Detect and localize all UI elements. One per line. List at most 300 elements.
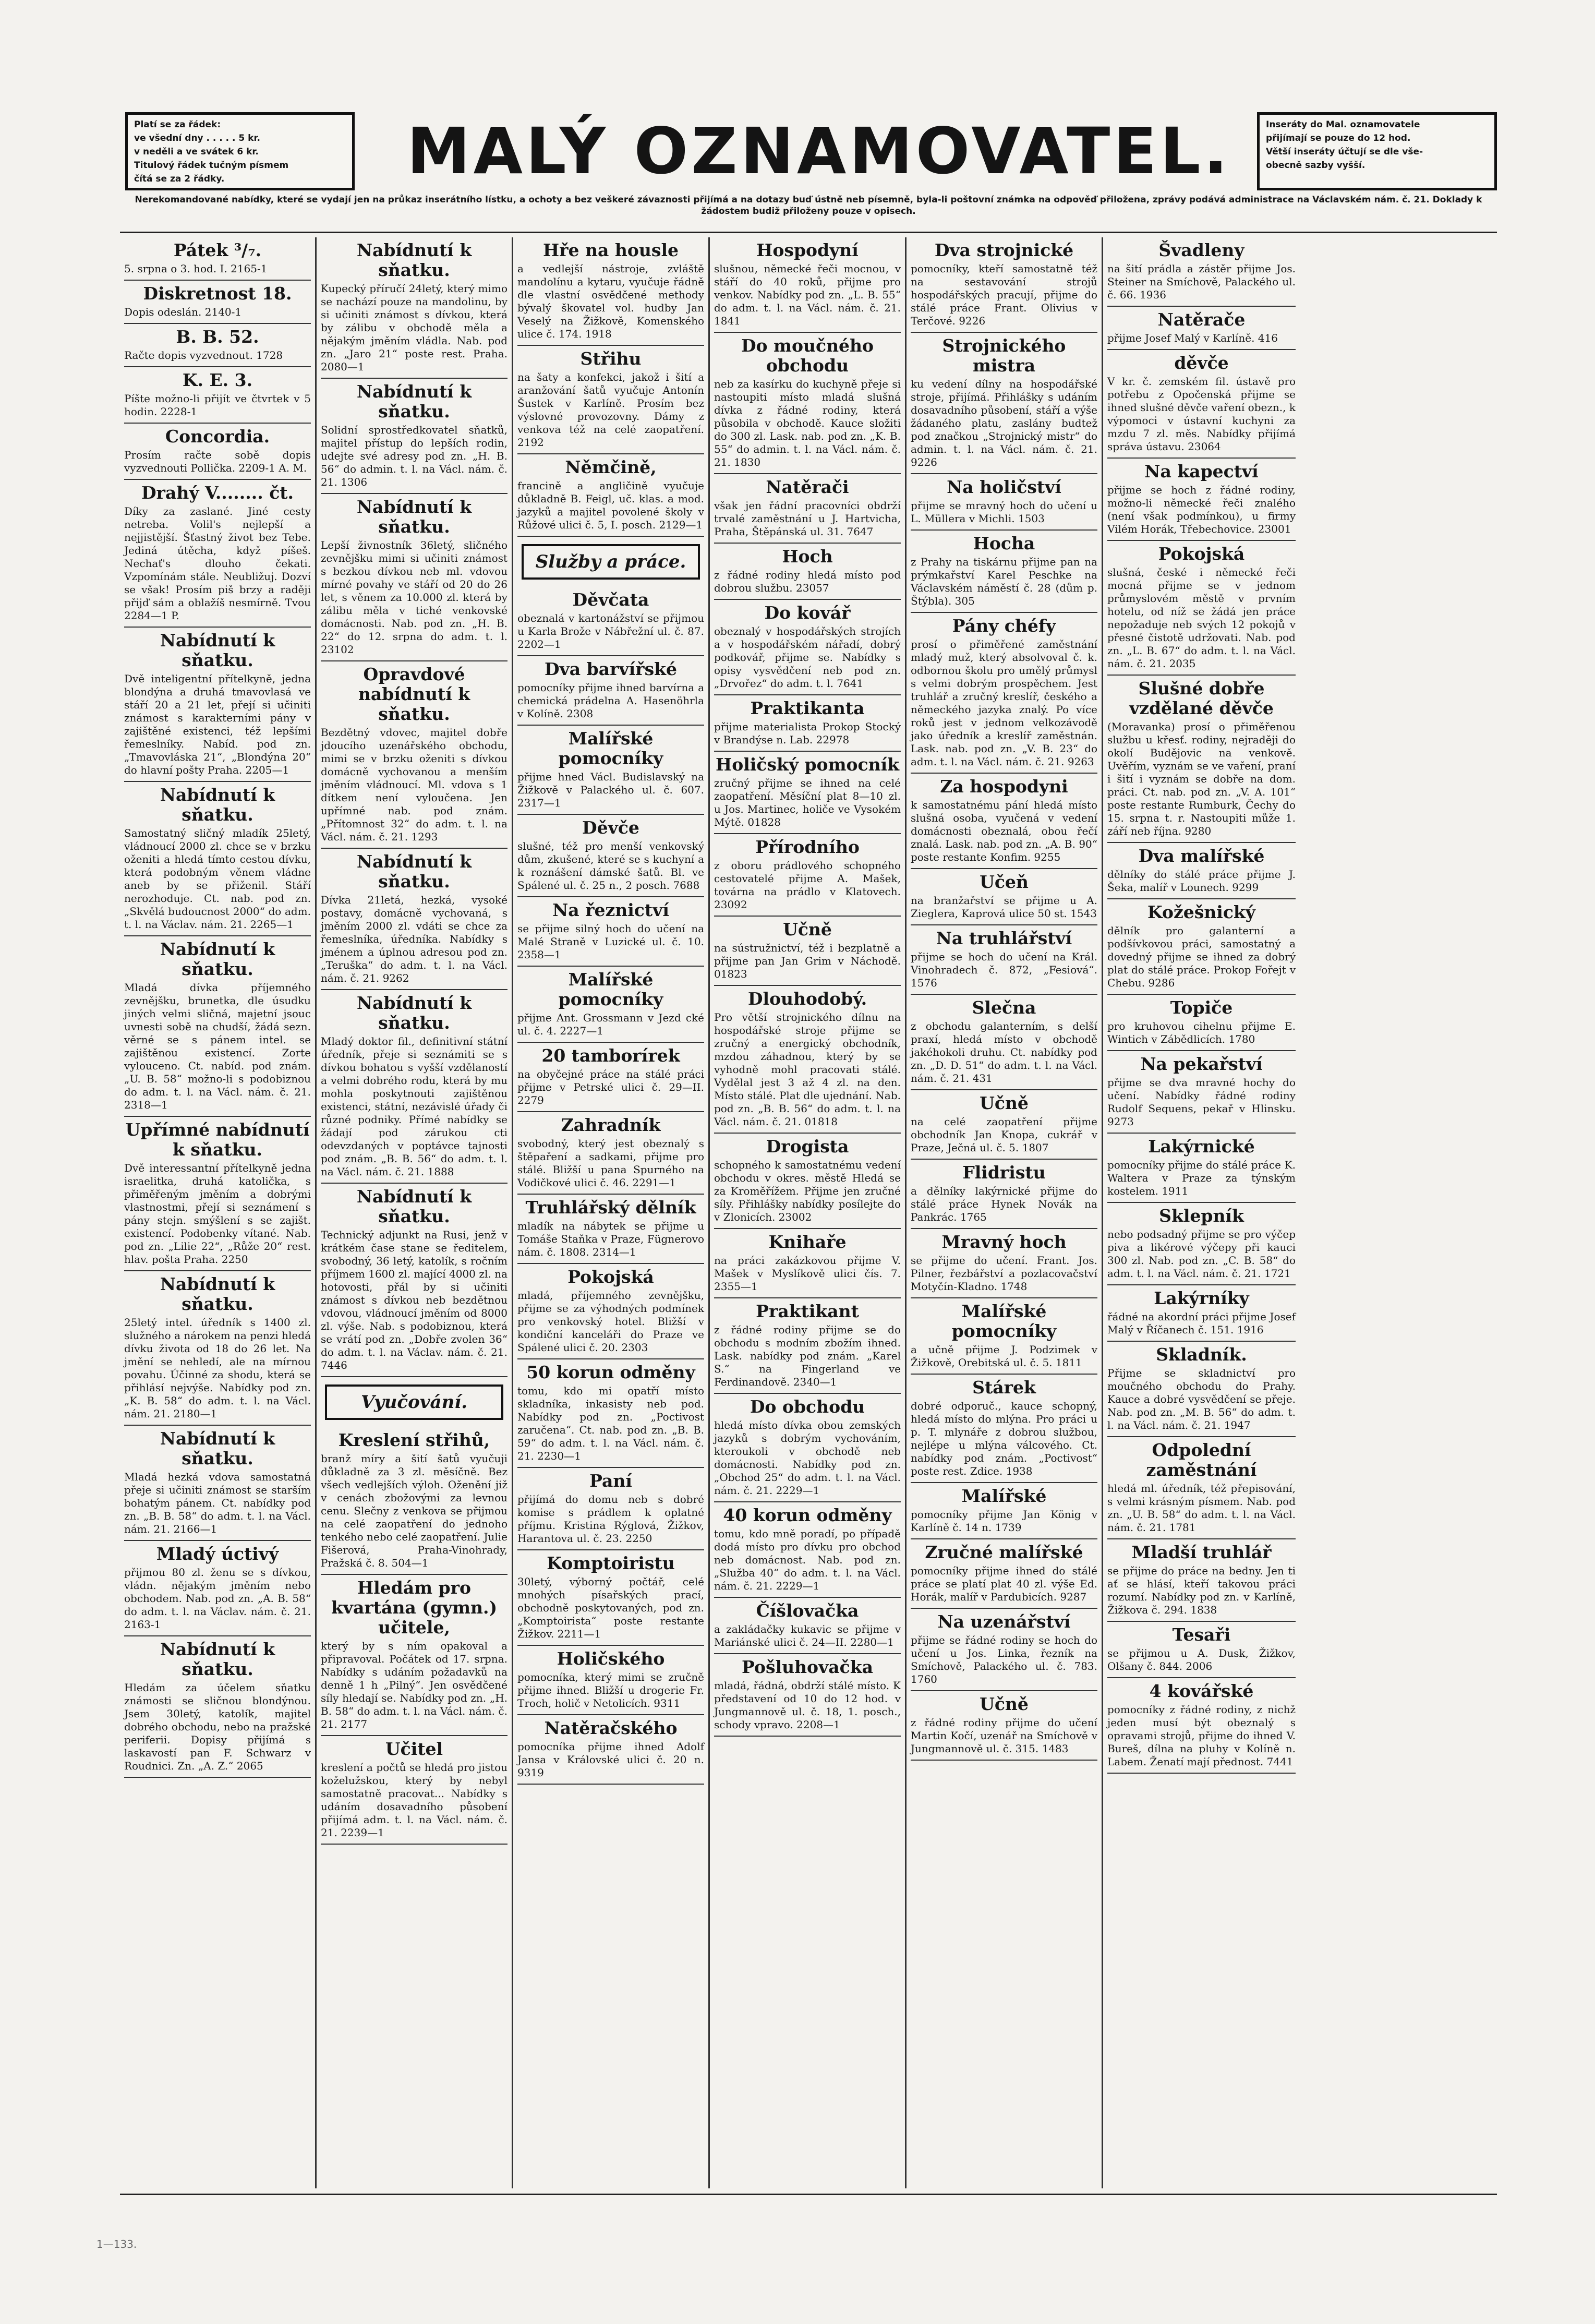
ad-text: Dvě inteligentní přítelkyně, jedna blondýna a druhá tmavovlasá ve stáří 20 a 21 let, přejí si učiniti známost s karakterními pány v zajištěné existenci, též lepšími řemeslníky. Nabíd. pod zn. „Tmavovláska 21“, „Blondýna 20“ do hlavní pošty Praha. 2205—1: [124, 672, 311, 776]
ad-text: tomu, kdo mně poradí, po případě dodá místo pro dívku pro obchod neb domácnost. Nab. pod zn. „Služba 40“ do adm. t. l. na Václ. nám. č. 21. 2229—1: [714, 1527, 901, 1592]
ad-heading: B. B. 52.: [176, 327, 259, 347]
ad-text: branž míry a šití šatů vyučuji důkladně za 3 zl. měsíčně. Bez všech vedlejších výloh. Oženění již v cenách zbožovými za levnou cenu. Slečny z venkova se přijmou na celé zaopatření do jednoho tenkého nebo celé zaopatření. Julie Fišerová, Praha-Vinohrady, Pražská č. 8. 504—1: [321, 1452, 508, 1569]
ad-heading: Na řeznictví: [552, 900, 669, 920]
classified-ad: [1107, 1539, 1296, 1622]
classified-ad: [1107, 1437, 1296, 1539]
ad-heading: Mladý úctivý: [156, 1544, 279, 1564]
classified-ad: [714, 1229, 901, 1298]
classified-ad: [911, 1609, 1097, 1691]
ad-heading: Malířské pomocníky: [951, 1301, 1057, 1341]
ad-heading: 50 korun odměny: [526, 1362, 695, 1382]
ad-text: se přijme silný hoch do učení na Malé Straně v Luzické ul. č. 10. 2358—1: [517, 922, 704, 961]
ad-text: Dívka 21letá, hezká, vysoké postavy, domácně vychovaná, s jměním 2000 zl. vdáti se chce za řemeslníka, úředníka. Nabídky s jménem a úplnou adresou pod zn. „Teruška“ do adm. t. l. na Václ. nám. č. 21. 9262: [321, 894, 508, 984]
ad-heading: Pány chéfy: [952, 616, 1056, 636]
ad-text: přijme materialista Prokop Stocký v Brandýse n. Lab. 22978: [714, 720, 901, 746]
classified-ad: [517, 587, 704, 656]
ad-column: [907, 237, 1103, 2188]
ad-text: Mladý doktor fil., definitivní státní úředník, přeje si seznámiti se s dívkou bohatou s vyšší vzdělaností a velmi dobrého rodu, která by mu mohla poskytnouti zajištěnou existenci, státní, nezávislé úřady či různé podniky. Přímé nabídky se žádají pod zárukou cti odevzdaných v poptávce tajnosti pod znám. „B. B. 56“ do adm. t. l. na Václ. nám. č. 21. 1888: [321, 1035, 508, 1178]
ad-text: z Prahy na tiskárnu přijme pan na prýmkařství Karel Peschke na Václavském náměstí č. 28 (dům p. Štýbla). 305: [911, 556, 1097, 607]
ad-text: Račte dopis vyzvednout. 1728: [124, 349, 283, 362]
ad-text: hledá místo dívka obou zemských jazyků s dobrým vychováním, kteroukoli v obchodě neb domácnosti. Nabídky pod zn. „Obchod 25“ do adm. t. l. na Václ. nám. č. 21. 2229—1: [714, 1419, 901, 1497]
ad-heading: Lakýrnické: [1148, 1136, 1255, 1157]
ad-text: z obchodu galanterním, s delší praxí, hledá místo v obchodě jakéhokoli druhu. Ct. nabídky pod zn. „D. D. 51“ do adm. t. l. na Václ. nám. č. 21. 431: [911, 1020, 1097, 1085]
ad-text: Píšte možno-li přijít ve čtvrtek v 5 hodin. 2228-1: [124, 392, 311, 418]
classified-ad: [517, 656, 704, 726]
ad-heading: Opravdové nabídnutí k sňatku.: [358, 664, 470, 724]
classified-ad: [517, 237, 704, 346]
ad-heading: Flidristu: [962, 1162, 1046, 1183]
ad-heading: Slušné dobře vzdělané děvče: [1129, 678, 1274, 718]
ad-heading: děvče: [1174, 353, 1229, 373]
classified-ad: [517, 1550, 704, 1646]
ad-text: přijme hned Václ. Budislavský na Žižkově v Palackého ul. č. 607. 2317—1: [517, 770, 704, 809]
classified-ad: [1107, 1134, 1296, 1203]
classified-ad: [124, 324, 311, 367]
ad-text: pomocníka, který mimi se zručně přijme ihned. Bližší u drogerie Fr. Troch, holič v Netolicích. 9311: [517, 1671, 704, 1709]
classified-ad: [911, 613, 1097, 774]
ad-heading: Zručné malířské: [925, 1542, 1083, 1562]
ad-heading: Praktikanta: [750, 698, 865, 718]
ad-column: [317, 237, 513, 2188]
ad-heading: Do moučného obchodu: [741, 335, 874, 376]
ad-text: na šití prádla a zástěr přijme Jos. Steiner na Smíchově, Palackého ul. č. 66. 1936: [1107, 262, 1296, 301]
ad-heading: Holičského: [557, 1648, 665, 1669]
classified-ad: [911, 1160, 1097, 1229]
ad-heading: 40 korun odměny: [723, 1505, 892, 1525]
ad-heading: Diskretnost 18.: [143, 283, 292, 304]
ad-heading: Na uzenářství: [937, 1611, 1071, 1632]
pricing-line: Platí se za řádek:: [134, 119, 221, 130]
ad-heading: Concordia.: [165, 426, 270, 447]
ad-text: na obyčejné práce na stálé práci přijme v Petrské ulici č. 29—II. 2279: [517, 1068, 704, 1106]
classified-ad: [321, 849, 508, 990]
ad-text: přijme se hoch do učení na Král. Vinohradech č. 872, „Fesiová“. 1576: [911, 950, 1097, 989]
ad-heading: Pokojská: [1158, 544, 1245, 564]
ad-text: tomu, kdo mi opatří místo skladníka, inkasisty neb pod. Nabídky pod zn. „Poctivost zaručena“. Ct. nab. pod zn. „B. B. 59“ do adm. t. l. na Václ. nám. č. 21. 2230—1: [517, 1384, 704, 1462]
ad-heading: Děvče: [582, 817, 639, 838]
classified-ad: [124, 424, 311, 480]
ad-text: 5. srpna o 3. hod. I. 2165-1: [124, 262, 268, 275]
ad-heading: Strojnického mistra: [942, 335, 1066, 376]
ad-heading: Nabídnutí k sňatku.: [160, 1639, 275, 1679]
classified-ad: [517, 1359, 704, 1468]
ad-text: Hledám za účelem sňatku známosti se sličnou blondýnou. Jsem 30letý, katolík, majitel dobrého obchodu, nebo na pražské periferii. Dopisy přijímá s laskavostí pan F. Schwarz v Roudnici. Zn. „A. Z.“ 2065: [124, 1681, 311, 1772]
ad-text: Mladá dívka příjemného zevnějšku, brunetka, dle úsudku jiných velmi sličná, majetní jsouc uvnesti sobě na chudší, žádá sezn. věrné se s pánem intel. se zajištěnou existencí. Zorte vylouceno. Ct. nabíd. pod znám. „U. B. 58“ možno-li s podobiznou do adm. t. l. na Václ. nám. č. 21. 2318—1: [124, 981, 311, 1111]
ad-text: pomocníky přijme Jan König v Karlíně č. 14 n. 1739: [911, 1508, 1097, 1534]
ad-text: dobré odporuč., kauce schopný, hledá místo do mlýna. Pro práci u p. T. mlynáře z dobrou službou, nejlépe u mlýna válcového. Ct. nabídky pod znám. „Poctivost“ poste rest. Zdice. 1938: [911, 1400, 1097, 1477]
ad-heading: Nabídnutí k sňatku.: [160, 1274, 275, 1314]
ad-text: 25letý intel. úředník s 1400 zl. služného a nárokem na penzi hledá dívku života od 18 do 26 let. Na jmění se nehledí, ale na mírnou povahu. Účinné za shodu, která se přihlásí nejvýše. Nabídky pod zn. „K. B. 58“ do adm. t. l. na Václ. nám. 21. 2180—1: [124, 1316, 311, 1420]
ad-text: Bezdětný vdovec, majitel dobře jdoucího uzenářského obchodu, mimi se v brzku oženiti s dívkou domácně vychovanou a menším jměním vládnoucí. Ml. vdova s 1 dítkem není vyloučena. Jen upřímné nab. pod znám. „Přítomnost 32“ do adm. t. l. na Václ. nám. č. 21. 1293: [321, 726, 508, 843]
ads-columns: [120, 237, 1497, 2188]
ad-heading: Truhlářský dělník: [525, 1197, 696, 1218]
ad-heading: Na pekařství: [1140, 1054, 1263, 1074]
ad-heading: Učně: [980, 1093, 1029, 1113]
ad-text: obeznalá v kartonážství se přijmou u Karla Brože v Nábřežní ul. č. 87. 2202—1: [517, 612, 704, 651]
ad-text: z řádné rodiny přijme se do obchodu s modním zbožím ihned. Lask. nabídky pod znám. „Karel S.“ na Fingerland ve Ferdinandově. 2340—1: [714, 1323, 901, 1388]
classified-ad: [714, 544, 901, 600]
ad-text: který by s ním opakoval a připravoval. Počátek od 17. srpna. Nabídky s udáním požadavků na denně 1 h „Pilný“. Jen osvědčené síly hledají se. Nabídky pod zn. „H. B. 58“ do adm. t. l. na Václ. nám. č. 21. 2177: [321, 1640, 508, 1730]
classified-ad: [911, 1229, 1097, 1298]
ad-text: nebo podsadný přijme se pro výčep piva a likérové výčepy při kauci 300 zl. Nab. pod zn. „C. B. 58“ do adm. t. l. na Václ. nám. č. 21. 1721: [1107, 1228, 1296, 1280]
classified-ad: [911, 1483, 1097, 1539]
pricing-line: ve všední dny . . . . . 5 kr.: [134, 133, 260, 143]
ad-heading: Učeň: [980, 872, 1029, 892]
page-title: MALÝ OZNAMOVATEL.: [407, 114, 1231, 188]
ad-heading: Mravný hoch: [941, 1232, 1067, 1252]
ad-heading: Na holičství: [947, 477, 1061, 497]
ad-column: [710, 237, 907, 2188]
ad-text: prosí o přiměřené zaměstnání mladý muž, který absolvoval č. k. odbornou školu pro umělý průmysl s velmi dobrým prospěchem. Jest truhlář a zručný kreslíř, českého a německého jazyka znalý. Po více roků jest v jednom velkozávodě jako úředník a kreslíř zaměstnán. Lask. nab. pod zn. „V. B. 23“ do adm. t. l. na Václ. nám. č. 21. 9263: [911, 638, 1097, 768]
ad-text: k samostatnému pání hledá místo slušná osoba, vyučená v vedení domácnosti obeznalá, obou řečí znalá. Lask. nab. pod zn. „A. B. 90“ poste restante Konfim. 9255: [911, 799, 1097, 863]
classified-ad: [124, 936, 311, 1117]
ad-text: Dopis odeslán. 2140-1: [124, 306, 242, 318]
ad-heading: Kožešnický: [1147, 902, 1255, 922]
notice-text: Nerekomandované nabídky, které se vydají jen na průkaz inserátního lístku, a ochoty a bez veškeré závaznosti přijímá a na dotazy buď ústně neb písemně, byla-li poštovní známka na odpověď přiložena, zprávy podává administrace na Václavském nám. č. 21. Doklady k žádostem budiž přiloženy pouze v opisech.: [135, 195, 1482, 216]
ad-text: na sústružnictví, též i bezplatně a přijme pan Jan Grim v Náchodě. 01823: [714, 942, 901, 980]
ad-heading: Na truhlářství: [936, 928, 1072, 948]
classified-ad: [714, 600, 901, 695]
ad-text: přijmou 80 zl. ženu se s dívkou, vládn. nějakým jměním nebo obchodem. Nab. pod zn. „A. B. 58“ do adm. t. l. na Václav. nám. č. 21. 2163-1: [124, 1566, 311, 1631]
ad-text: Samostatný sličný mladík 25letý, vládnoucí 2000 zl. chce se v brzku oženiti a hledá tímto cestou dívku, která podobným věnem vládne aneb by se přiženil. Stáří nerozhoduje. Ct. nab. pod zn. „Skvělá budoucnost 2000“ do adm. t. l. na Václav. nám. 21. 2265—1: [124, 827, 311, 931]
ad-heading: Učně: [783, 919, 832, 940]
classified-ad: [517, 1112, 704, 1195]
ad-heading: Komptoiristu: [547, 1553, 675, 1573]
ad-text: a zakládačky kukavic se přijme v Mariánské ulici č. 24—II. 2280—1: [714, 1623, 901, 1648]
classified-ad: [714, 1298, 901, 1394]
ad-text: pomocníky, kteří samostatně též na sestavování strojů hospodářských pracují, přijme do stálé práce Frant. Olivius v Terčové. 9226: [911, 262, 1097, 327]
ad-heading: Malířské: [961, 1486, 1047, 1506]
classified-ad: [124, 782, 311, 936]
section-heading: Vyučování.: [325, 1384, 503, 1420]
classified-ad: [714, 834, 901, 917]
ad-heading: Paní: [589, 1471, 632, 1491]
ad-heading: Hoch: [782, 546, 833, 567]
classified-ad: [124, 281, 311, 324]
classified-ad: [714, 1134, 901, 1229]
classified-ad: [321, 661, 508, 849]
ad-text: přijme se řádné rodiny se hoch do učení u Jos. Linka, řezník na Smíchově, Palackého ul. č. 783. 1760: [911, 1634, 1097, 1685]
classified-ad: [911, 1090, 1097, 1160]
ad-heading: Slečna: [972, 997, 1036, 1018]
classified-ad: [714, 1502, 901, 1598]
ad-heading: Pátek ³/₇.: [173, 240, 262, 260]
classified-ad: [911, 531, 1097, 613]
ad-text: slušnou, německé řeči mocnou, v stáří do 40 roků, přijme pro venkov. Nabídky pod zn. „L. B. 55“ do adm. t. l. na Václ. nám. č. 21. 1841: [714, 262, 901, 327]
classified-ad: [911, 1539, 1097, 1609]
ad-text: však jen řádní pracovníci obdrží trvalé zaměstnání u J. Hartvicha, Praha, Štěpánská ul. 31. 7647: [714, 499, 901, 538]
ad-heading: Nabídnutí k sňatku.: [160, 785, 275, 825]
pricing-line: Inseráty do Mal. oznamovatele: [1266, 119, 1420, 130]
pricing-line: přijímají se pouze do 12 hod.: [1266, 133, 1411, 143]
ad-column: [513, 237, 710, 2188]
classified-ad: [1107, 1051, 1296, 1134]
classified-ad: [911, 237, 1097, 333]
classified-ad: [714, 474, 901, 544]
ad-text: přijme se hoch z řádné rodiny, možno-li německé řeči znalého (není však podmínkou), u firmy Vilém Horák, Třebechovice. 23001: [1107, 484, 1296, 535]
ad-text: Lepší živnostník 36letý, sličného zevnějšku mimi si učiniti známost s bezkou dívkou neb ml. vdovou mírné povahy ve stáří od 20 do 26 let, s věnem za 10.000 zl. která by zálibu měla v tiché venkovské domácnosti. Nab. pod zn. „H. B. 22“ do 12. srpna do adm. t. l. 23102: [321, 539, 508, 656]
ad-heading: Malířské pomocníky: [558, 728, 663, 768]
ad-heading: Knihaře: [768, 1232, 847, 1252]
classified-ad: [714, 1598, 901, 1654]
ad-text: mladá, příjemného zevnějšku, přijme se za výhodných podmínek pro venkovský hotel. Bližší v kondiční kanceláři do Praze ve Spálené ulici č. 20. 2303: [517, 1289, 704, 1354]
classified-ad: [124, 1117, 311, 1271]
ad-heading: Švadleny: [1158, 240, 1244, 260]
ad-heading: Nabídnutí k sňatku.: [356, 240, 472, 280]
ad-heading: Stárek: [972, 1377, 1036, 1398]
ad-text: Díky za zaslané. Jiné cesty netreba. Volil's nejlepší a nejjistější. Šťastný život bez Tebe. Jediná útěcha, když píšeš. Nechať's dlouho čekati. Vzpomínám stále. Neubližuj. Dozví se však! Prosím piš brzy a raději přijď sám a oblažíš nesmírně. Tvou 2284—1 P.: [124, 505, 311, 622]
classified-ad: [911, 1375, 1097, 1483]
ad-heading: Do kovář: [764, 603, 851, 623]
ad-text: řádné na akordní práci přijme Josef Malý v Říčanech č. 151. 1916: [1107, 1310, 1296, 1336]
ad-heading: Dva barvířské: [544, 659, 678, 679]
ad-heading: Kreslení střihů,: [338, 1430, 490, 1450]
classified-ad: [517, 815, 704, 897]
ad-heading: Dva malířské: [1138, 846, 1265, 866]
ad-text: Solidní sprostředkovatel sňatků, majitel přístup do lepších rodin, udejte své adresy pod zn. „H. B. 56“ do admin. t. l. na Václ. nám. č. 21. 1306: [321, 424, 508, 488]
ad-text: z řádné rodiny přijme do učení Martin Kočí, uzenář na Smíchově v Jungmannově ul. č. 315. 1483: [911, 1716, 1097, 1755]
pricing-box-right: [1257, 112, 1497, 190]
classified-ad: [517, 346, 704, 454]
classified-ad: [1107, 995, 1296, 1051]
ad-heading: Topiče: [1170, 997, 1233, 1018]
ad-text: pomocníky přijme ihned barvírna a chemická prádelna A. Hasenöhrla v Kolíně. 2308: [517, 681, 704, 720]
ad-heading: Nabídnutí k sňatku.: [356, 497, 472, 537]
classified-ad: [124, 1426, 311, 1541]
classified-ad: [517, 1043, 704, 1112]
ad-heading: Učitel: [385, 1739, 443, 1759]
ad-heading: Tesaři: [1172, 1624, 1231, 1645]
classified-ad: [1107, 350, 1296, 459]
ad-text: Přijme se skladnictví pro moučného obchodu do Prahy. Kauce a dobré vysvědčení se přeje. Nab. pod zn. „M. B. 56“ do adm. t. l. na Václ. nám. č. 21. 1947: [1107, 1367, 1296, 1431]
ad-heading: Nabídnutí k sňatku.: [160, 630, 275, 670]
ad-heading: Němčině,: [565, 457, 657, 477]
ad-text: mladík na nábytek se přijme u Tomáše Staňka v Praze, Fügnerovo nám. č. 1808. 2314—1: [517, 1220, 704, 1258]
ad-heading: Hospodyní: [756, 240, 859, 260]
classified-ad: [911, 869, 1097, 925]
ad-text: dělníky do stálé práce přijme J. Šeka, malíř v Lounech. 9299: [1107, 868, 1296, 894]
classified-ad: [124, 367, 311, 424]
ad-heading: Nabídnutí k sňatku.: [356, 851, 472, 892]
ad-heading: Pošluhovačka: [742, 1657, 873, 1677]
classified-ad: [321, 990, 508, 1184]
classified-ad: [1107, 676, 1296, 843]
ad-heading: Nabídnutí k sňatku.: [160, 939, 275, 979]
pricing-line: obecně sazby vyšší.: [1266, 160, 1366, 171]
classified-ad: [517, 1264, 704, 1359]
classified-ad: [124, 1271, 311, 1426]
ad-text: na šaty a konfekci, jakož i šití a aranžování šatů vyučuje Antonín Šustek v Karlíně. Prosím bez výslovné provozovny. Dámy z venkova též na celé zaopatření. 2192: [517, 371, 704, 449]
ad-heading: Hledám pro kvartána (gymn.) učitele,: [331, 1578, 498, 1637]
ad-text: pro kruhovou cihelnu přijme E. Wintich v Zábědlicích. 1780: [1107, 1020, 1296, 1045]
classified-ad: [124, 480, 311, 628]
classified-ad: [1107, 307, 1296, 350]
ad-heading: Nabídnutí k sňatku.: [356, 381, 472, 422]
classified-ad: [1107, 1203, 1296, 1285]
classified-ad: [1107, 899, 1296, 995]
classified-ad: [517, 1195, 704, 1264]
classified-ad: [321, 379, 508, 494]
ad-heading: Na kapectví: [1144, 461, 1259, 481]
ad-heading: Drahý V........ čt.: [141, 483, 294, 503]
ad-heading: Natěrače: [1157, 309, 1246, 330]
classified-ad: [321, 1736, 508, 1845]
classified-ad: [1107, 541, 1296, 676]
ad-text: a vedlejší nástroje, zvláště mandolínu a kytaru, vyučuje řádně dle vlastní osvědčené methody bývalý škovatel vol. hudby Jan Veselý na Žižkově, Komenského ulice č. 174. 1918: [517, 262, 704, 340]
ad-heading: Malířské pomocníky: [558, 969, 663, 1009]
classified-ad: [517, 967, 704, 1043]
classified-ad: [321, 1427, 508, 1575]
ad-text: Mladá hezká vdova samostatná přeje si učiniti známost se starším bohatým pánem. Ct. nabídky pod zn. „B. B. 58“ do adm. t. l. na Václ. nám. 21. 2166—1: [124, 1471, 311, 1535]
ad-text: 30letý, výborný počtář, celé mnohých písařských prací, obchodně poskytovaných, pod zn. „Komptoirista“ poste restante Žižkov. 2211—1: [517, 1575, 704, 1640]
ad-heading: Hocha: [973, 533, 1035, 553]
classified-ad: [321, 1184, 508, 1377]
ad-text: schopného k samostatnému vedení obchodu v okres. městě Hledá se za Kroměřížem. Přijme jen zručné síly. Přihlášky nabídky posílejte do v Zlonicích. 23002: [714, 1159, 901, 1223]
ad-text: a dělníky lakýrnické přijme do stálé práce Hynek Novák na Pankrác. 1765: [911, 1185, 1097, 1223]
ad-heading: Přírodního: [755, 837, 860, 857]
classified-ad: [1107, 1678, 1296, 1774]
ad-heading: Drogista: [766, 1136, 849, 1157]
classified-ad: [517, 454, 704, 537]
ad-text: přijme se mravný hoch do učení u L. Müllera v Michli. 1503: [911, 499, 1097, 525]
section-heading: Služby a práce.: [522, 544, 700, 580]
ad-text: přijme Ant. Grossmann v Jezd cké ul. č. 4. 2227—1: [517, 1012, 704, 1037]
ad-text: Kupecký příručí 24letý, který mimo se nachází pouze na mandolinu, by si učiniti známost s dívkou, která by zálibu v obchodě měla a nějakým jměním vládla. Nab. pod zn. „Jaro 21“ poste rest. Praha. 2080—1: [321, 282, 508, 373]
ad-text: (Moravanka) prosí o přiměřenou službu u křesť. rodiny, nejraději do okolí Budějovic na venkově. Uvěřím, vyznám se ve vaření, praní i šití i vyznám se dobře na dom. práci. Ct. nab. pod zn. „V. A. 101“ poste restante Rumburk, Čechy do 15. srpna t. r. Nastoupiti může 1. září neb října. 9280: [1107, 720, 1296, 837]
ad-column: [1103, 237, 1300, 2188]
classified-ad: [1107, 1285, 1296, 1342]
ad-text: na branžařství se přijme u A. Zieglera, Kaprová ulice 50 st. 1543: [911, 894, 1097, 920]
ad-text: slušná, české i německé řeči mocná přijme se v jednom průmyslovém městě v prvním hotelu, od níž se žádá jen práce nepožaduje neb svých 12 pokojů v přesné čistotě udržovati. Nab. pod zn. „L. B. 67“ do adm. t. l. na Václ. nám. č. 21. 2035: [1107, 566, 1296, 670]
ad-heading: Dlouhodobý.: [747, 989, 867, 1009]
ad-text: pomocníky přijme do stálé práce K. Waltera v Praze za týnským kostelem. 1911: [1107, 1159, 1296, 1197]
ad-text: přijímá do domu neb s dobré komise s prádlem k oplatné příjmu. Kristina Rýglová, Žižkov, Harantova ul. č. 23. 2250: [517, 1493, 704, 1545]
classified-ad: [517, 1715, 704, 1785]
classified-ad: [714, 917, 901, 986]
ad-text: pomocníky přijme ihned do stálé práce se platí plat 40 zl. výše Ed. Horák, malíř v Pardubicích. 9287: [911, 1564, 1097, 1603]
classified-ad: [517, 1646, 704, 1715]
ad-text: se přijmou u A. Dusk, Žižkov, Olšany č. 844. 2006: [1107, 1647, 1296, 1672]
ad-text: Technický adjunkt na Rusi, jenž v krátkém čase stane se ředitelem, svobodný, 36 letý, katolík, s ročním příjmem 1600 zl. mající 4000 zl. na hotovosti, přál by si učiniti známost s dívkou neb bezdětnou vdovou, vládnoucí jměním od 8000 zl. výše. Nab. s podobiznou, která se vrátí pod zn. „Dobře zvolen 36“ do adm. t. l. na Václav. nám. č. 21. 7446: [321, 1229, 508, 1371]
ad-heading: Odpolední zaměstnání: [1146, 1440, 1257, 1480]
ad-text: se přijme do práce na bedny. Jen ti ať se hlásí, kteří takovou práci rozumí. Nabídky pod zn. v Karlíně, Žižkova č. 294. 1838: [1107, 1564, 1296, 1616]
classified-ad: [517, 1468, 704, 1550]
ad-text: svobodný, který jest obeznalý s štěpaření a sadkami, přijme pro stálé. Bližší u pana Spurného na Vodičkové ulici č. 46. 2291—1: [517, 1137, 704, 1189]
ad-heading: Natěrači: [766, 477, 849, 497]
classified-ad: [911, 1298, 1097, 1375]
ad-heading: Praktikant: [756, 1301, 859, 1321]
classified-ad: [124, 628, 311, 782]
pricing-line: Titulový řádek tučným písmem: [134, 160, 289, 171]
ad-column: [120, 237, 317, 2188]
ad-text: na práci zakázkovou přijme V. Mašek v Myslíkově ulici čís. 7. 2355—1: [714, 1254, 901, 1293]
ad-heading: Upřímné nabídnutí k sňatku.: [125, 1119, 310, 1160]
ad-text: a učně přijme J. Podzimek v Žižkově, Orebitská ul. č. 5. 1811: [911, 1343, 1097, 1369]
classified-ad: [714, 695, 901, 752]
classified-ad: [124, 237, 311, 281]
ad-heading: Číšlovačka: [756, 1600, 859, 1621]
classified-ad: [911, 1691, 1097, 1761]
ad-heading: 4 kovářské: [1149, 1681, 1254, 1701]
ad-text: Dvě interessantní přítelkyně jedna israelitka, druhá katolička, s přiměřeným jměním a dobrými vlastnostmi, přejí si seznámení s pány stejn. smýšlení s se zajišt. existencí. Podobenky vítané. Nab. pod zn. „Lilie 22“, „Růže 20“ rest. hlav. pošta Praha. 2250: [124, 1162, 311, 1266]
ad-text: neb za kasírku do kuchyně přeje si nastoupiti místo mladá slušná dívka z řádné rodiny, která působila v obchodě. Kauce složiti do 300 zl. Lask. nab. pod zn. „K. B. 55“ do admin. t. l. na Václ. nám. č. 21. 1830: [714, 378, 901, 468]
classified-ad: [714, 1654, 901, 1737]
classified-ad: [1107, 1342, 1296, 1437]
ad-heading: Mladší truhlář: [1131, 1542, 1272, 1562]
header-rule: [120, 232, 1497, 233]
classified-ad: [517, 897, 704, 967]
ad-text: z oboru prádlového schopného cestovatelé přijme A. Mašek, továrna na prádlo v Klatovech. 23092: [714, 859, 901, 911]
ad-heading: 20 tamborírek: [541, 1045, 680, 1066]
footer-rule: [120, 2194, 1497, 2195]
pricing-line: čítá se za 2 řádky.: [134, 174, 225, 184]
classified-ad: [714, 333, 901, 474]
ad-heading: Do obchodu: [750, 1396, 865, 1417]
classified-ad: [321, 237, 508, 379]
ad-text: pomocníka přijme ihned Adolf Jansa v Královské ulici č. 20 n. 9319: [517, 1740, 704, 1779]
ad-text: V kr. č. zemském fil. ústavě pro potřebu z Opočenská přijme se ihned slušné děvče vaření obezn., k výpomoci v ústavní kuchyni za mzdu 7 zl. měs. Nabídky přijímá správa ústavu. 23064: [1107, 375, 1296, 453]
margin-note: 1—133.: [96, 2238, 137, 2250]
ad-text: se přijme do učení. Frant. Jos. Pilner, řezbářství a pozlacovačství Motyčín-Kladno. 1748: [911, 1254, 1097, 1293]
classified-ad: [1107, 459, 1296, 541]
pricing-line: v neděli a ve svátek 6 kr.: [134, 147, 259, 157]
classified-ad: [1107, 1622, 1296, 1678]
ad-heading: Sklepník: [1159, 1206, 1244, 1226]
ad-text: dělník pro galanterní a podšívkovou práci, samostatný a dovedný přijme se ihned za dobrý plat do stálé práce. Prokop Fořejt v Chebu. 9286: [1107, 924, 1296, 989]
ad-text: Pro větší strojnického dílnu na hospodářské stroje přijme se zručný a energický obchodník, mzdou záhadnou, který by se vyhodně mohl pracovati stálé. Vydělal jest 3 až 4 zl. na den. Místo stálé. Plat dle ujednání. Nab. pod zn. „B. B. 56“ do adm. t. l. na Václ. nám. č. 21. 01818: [714, 1011, 901, 1128]
ad-text: francině a angličině vyučuje důkladně B. Feigl, uč. klas. a mod. jazyků a majitel povolené školy v Růžové ulici č. 5, I. posch. 2129—1: [517, 479, 704, 531]
classified-ad: [124, 1541, 311, 1636]
ad-text: přijme se dva mravné hochy do učení. Nabídky řádné rodiny Rudolf Sequens, pekař v Hlinsku. 9273: [1107, 1076, 1296, 1128]
classified-ad: [321, 494, 508, 661]
ad-heading: Holičský pomocník: [716, 754, 899, 775]
classified-ad: [911, 333, 1097, 474]
classified-ad: [911, 925, 1097, 995]
ad-heading: Pokojská: [567, 1267, 654, 1287]
pricing-box-left: [125, 112, 355, 190]
ad-heading: Nabídnutí k sňatku.: [356, 1186, 472, 1226]
classified-ad: [321, 1575, 508, 1736]
ad-heading: Skladník.: [1156, 1344, 1247, 1365]
classified-ad: [1107, 237, 1296, 307]
classified-ad: [124, 1636, 311, 1778]
classified-ad: [1107, 843, 1296, 899]
ad-text: zručný přijme se ihned na celé zaopatření. Měsíční plat 8—10 zl. u Jos. Martinec, holiče ve Vysokém Mýtě. 01828: [714, 777, 901, 828]
ad-heading: Zahradník: [561, 1115, 661, 1135]
ad-text: ku vedení dílny na hospodářské stroje, přijímá. Přihlášky s udáním dosavadního působení, stáří a výše žádaného platu, zaslány budtež pod značkou „Strojnický mistr“ do admin. t. l. na Václ. nám. č. 21. 9226: [911, 378, 1097, 468]
ad-text: hledá ml. úředník, též přepisování, s velmi krásným písmem. Nab. pod zn. „U. B. 58“ do adm. t. l. na Václ. nám. č. 21. 1781: [1107, 1482, 1296, 1534]
ad-heading: Dva strojnické: [934, 240, 1074, 260]
ad-heading: Učně: [980, 1694, 1029, 1714]
ad-text: na celé zaopatření přijme obchodník Jan Knopa, cukrář v Praze, Ječná ul. č. 5. 1807: [911, 1115, 1097, 1154]
classified-ad: [517, 726, 704, 815]
ad-text: Prosím račte sobě dopis vyzvednouti Pollička. 2209-1 A. M.: [124, 449, 311, 474]
ad-heading: Natěračského: [544, 1718, 678, 1738]
ad-heading: Za hospodyni: [940, 776, 1068, 797]
classified-ad: [714, 237, 901, 333]
pricing-line: Větší inseráty účtují se dle vše-: [1266, 147, 1423, 157]
classified-ad: [911, 474, 1097, 531]
ad-text: pomocníky z řádné rodiny, z nichž jeden musí být obeznalý s opravami strojů, přijme do ihned V. Bureš, dílna na pluhy v Kolíně n. Labem. Ženatí mají přednost. 7441: [1107, 1703, 1296, 1768]
ad-heading: Lakýrníky: [1154, 1288, 1249, 1308]
ad-text: kreslení a počtů se hledá pro jistou koželužskou, který by nebyl samostatně pracovat... Nabídky s udáním dosavadního působení přijímá adm. t. l. na Václ. nám. č. 21. 2239—1: [321, 1761, 508, 1839]
ad-heading: Děvčata: [572, 589, 649, 610]
ad-text: mladá, řádná, obdrží stálé místo. K představení od 10 do 12 hod. v Jungmannově ul. č. 18, 1. posch., schody vpravo. 2208—1: [714, 1679, 901, 1731]
masthead: [125, 112, 1497, 193]
ad-text: obeznalý v hospodářských strojích a v hospodářském nářadí, dobrý podkovář, přijme se. Nabídky s opisy vysvědčení neb pod zn. „Drvořez“ do adm. t. l. 7641: [714, 625, 901, 690]
ad-heading: Nabídnutí k sňatku.: [356, 993, 472, 1033]
ad-heading: Hře na housle: [542, 240, 679, 260]
